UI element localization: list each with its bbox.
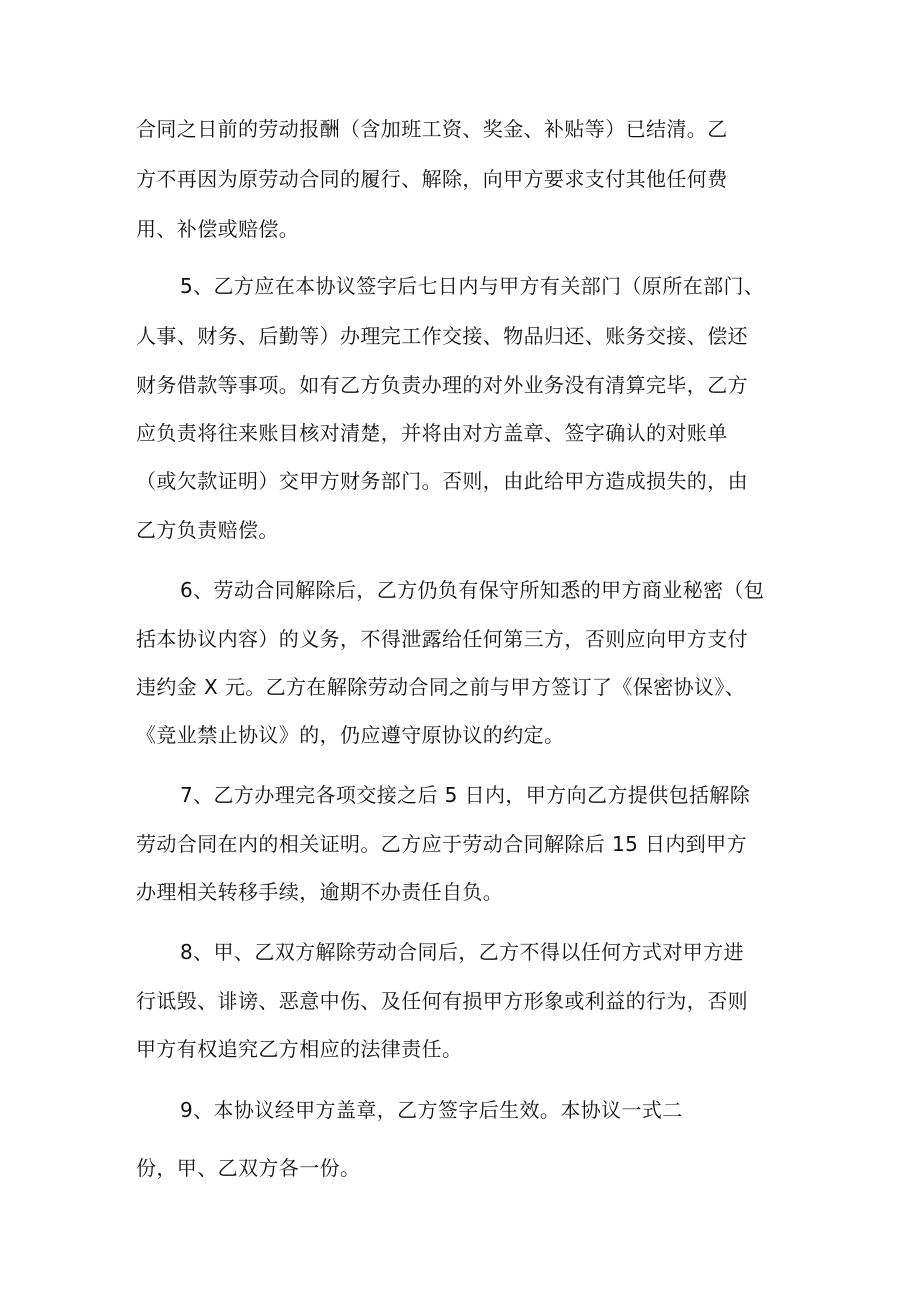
text-line: 劳动合同在内的相关证明。乙方应于劳动合同解除后 15 日内到甲方 [136, 832, 747, 856]
text-line: 人事、财务、后勤等）办理完工作交接、物品归还、账务交接、偿还 [136, 324, 748, 348]
text-line: 行诋毁、诽谤、恶意中伤、及任何有损甲方形象或利益的行为，否则 [136, 989, 748, 1013]
paragraph-5-first-line: 5、乙方应在本协议签字后七日内与甲方有关部门（原所在部门、 [180, 274, 765, 298]
paragraph-8-first-line: 8、甲、乙双方解除劳动合同后，乙方不得以任何方式对甲方进 [180, 940, 744, 964]
text-line: 方不再因为原劳动合同的履行、解除，向甲方要求支付其他任何费 [136, 167, 728, 191]
text-line: （或欠款证明）交甲方财务部门。否则，由此给甲方造成损失的，由 [136, 469, 748, 493]
text-line: 违约金 X 元。乙方在解除劳动合同之前与甲方签订了《保密协议》、 [136, 675, 746, 699]
text-line: 用、补偿或赔偿。 [136, 217, 300, 241]
paragraph-7-first-line: 7、乙方办理完各项交接之后 5 日内，甲方向乙方提供包括解除 [180, 783, 751, 807]
text-line: 合同之日前的劳动报酬（含加班工资、奖金、补贴等）已结清。乙 [136, 117, 728, 141]
text-line: 份，甲、乙双方各一份。 [136, 1156, 361, 1180]
text-line: 财务借款等事项。如有乙方负责办理的对外业务没有清算完毕，乙方 [136, 373, 748, 397]
text-line: 乙方负责赔偿。 [136, 518, 279, 542]
paragraph-9-first-line: 9、本协议经甲方盖章，乙方签字后生效。本协议一式二 [180, 1098, 683, 1122]
text-line: 甲方有权追究乙方相应的法律责任。 [136, 1037, 463, 1061]
text-line: 括本协议内容）的义务，不得泄露给任何第三方，否则应向甲方支付 [136, 627, 748, 651]
paragraph-6-first-line: 6、劳动合同解除后，乙方仍负有保守所知悉的甲方商业秘密（包 [180, 578, 765, 602]
text-line: 《竞业禁止协议》的，仍应遵守原协议的约定。 [136, 723, 565, 747]
text-line: 应负责将往来账目核对清楚，并将由对方盖章、签字确认的对账单 [136, 421, 728, 445]
text-line: 办理相关转移手续，逾期不办责任自负。 [136, 880, 504, 904]
